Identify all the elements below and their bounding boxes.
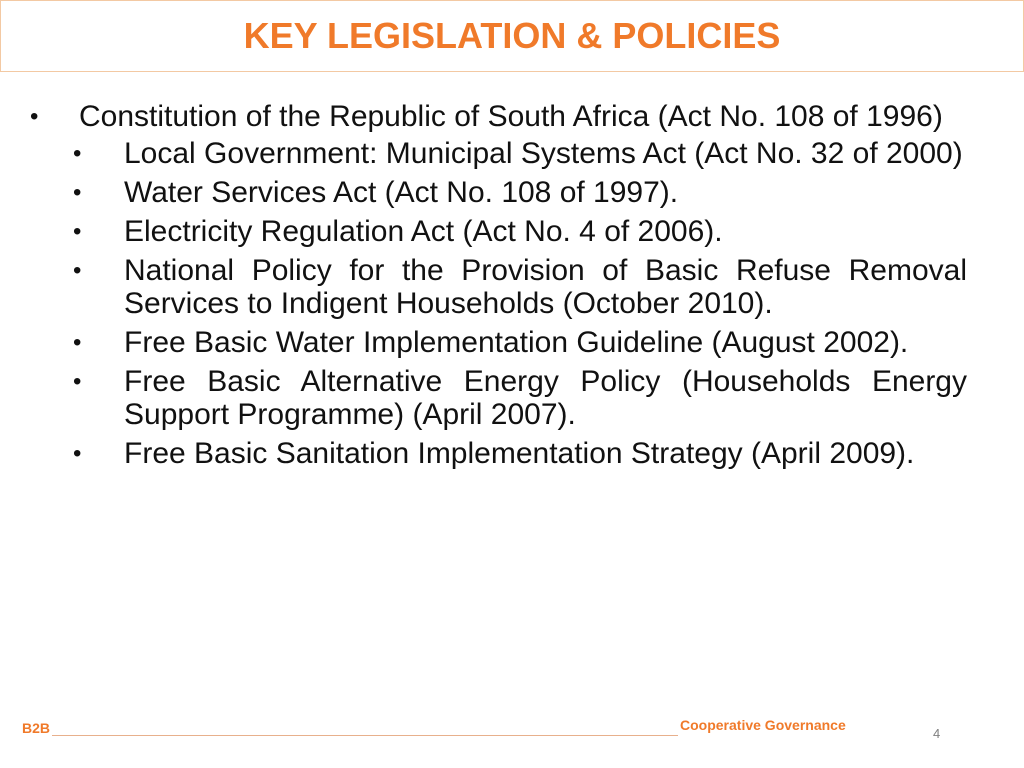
bullet-icon: •	[73, 440, 82, 467]
bullet-text: Constitution of the Republic of South Africa (Act No. 108 of 1996)	[79, 100, 943, 133]
bullet-text: Free Basic Sanitation Implementation Strategy (April 2009).	[124, 437, 915, 470]
bullet-text: Free Basic Water Implementation Guideline (August 2002).	[124, 326, 909, 359]
footer-brand: Cooperative Governance	[680, 717, 846, 733]
bullet-text: National Policy for the Provision of Basic Refuse Removal Services to Indigent Households (October 2010).	[124, 254, 967, 320]
bullet-icon: •	[30, 103, 39, 130]
bullet-item	[73, 137, 967, 170]
page-number: 4	[933, 726, 941, 741]
footer-left-label: B2B	[22, 720, 51, 736]
bullet-text: Free Basic Alternative Energy Policy (Households Energy Support Programme) (April 2007).	[124, 365, 967, 431]
footer-divider	[52, 735, 678, 736]
bullet-icon: •	[73, 257, 82, 284]
bullet-text: Electricity Regulation Act (Act No. 4 of 2006).	[124, 215, 723, 248]
bullet-item	[30, 100, 967, 133]
bullet-icon: •	[73, 218, 82, 245]
bullet-list	[0, 100, 1024, 476]
bullet-text: Local Government: Municipal Systems Act (Act No. 32 of 2000)	[124, 137, 963, 170]
bullet-icon: •	[73, 329, 82, 356]
bullet-text: Water Services Act (Act No. 108 of 1997).	[124, 176, 679, 209]
bullet-icon: •	[73, 179, 82, 206]
bullet-item	[73, 365, 967, 431]
bullet-icon: •	[73, 140, 82, 167]
bullet-item	[73, 437, 967, 470]
bullet-item	[73, 176, 967, 209]
bullet-item	[73, 254, 967, 320]
bullet-icon: •	[73, 368, 82, 395]
slide-title: KEY LEGISLATION & POLICIES	[243, 15, 781, 56]
title-bar	[0, 0, 1024, 72]
bullet-item	[73, 326, 967, 359]
bullet-item	[73, 215, 967, 248]
